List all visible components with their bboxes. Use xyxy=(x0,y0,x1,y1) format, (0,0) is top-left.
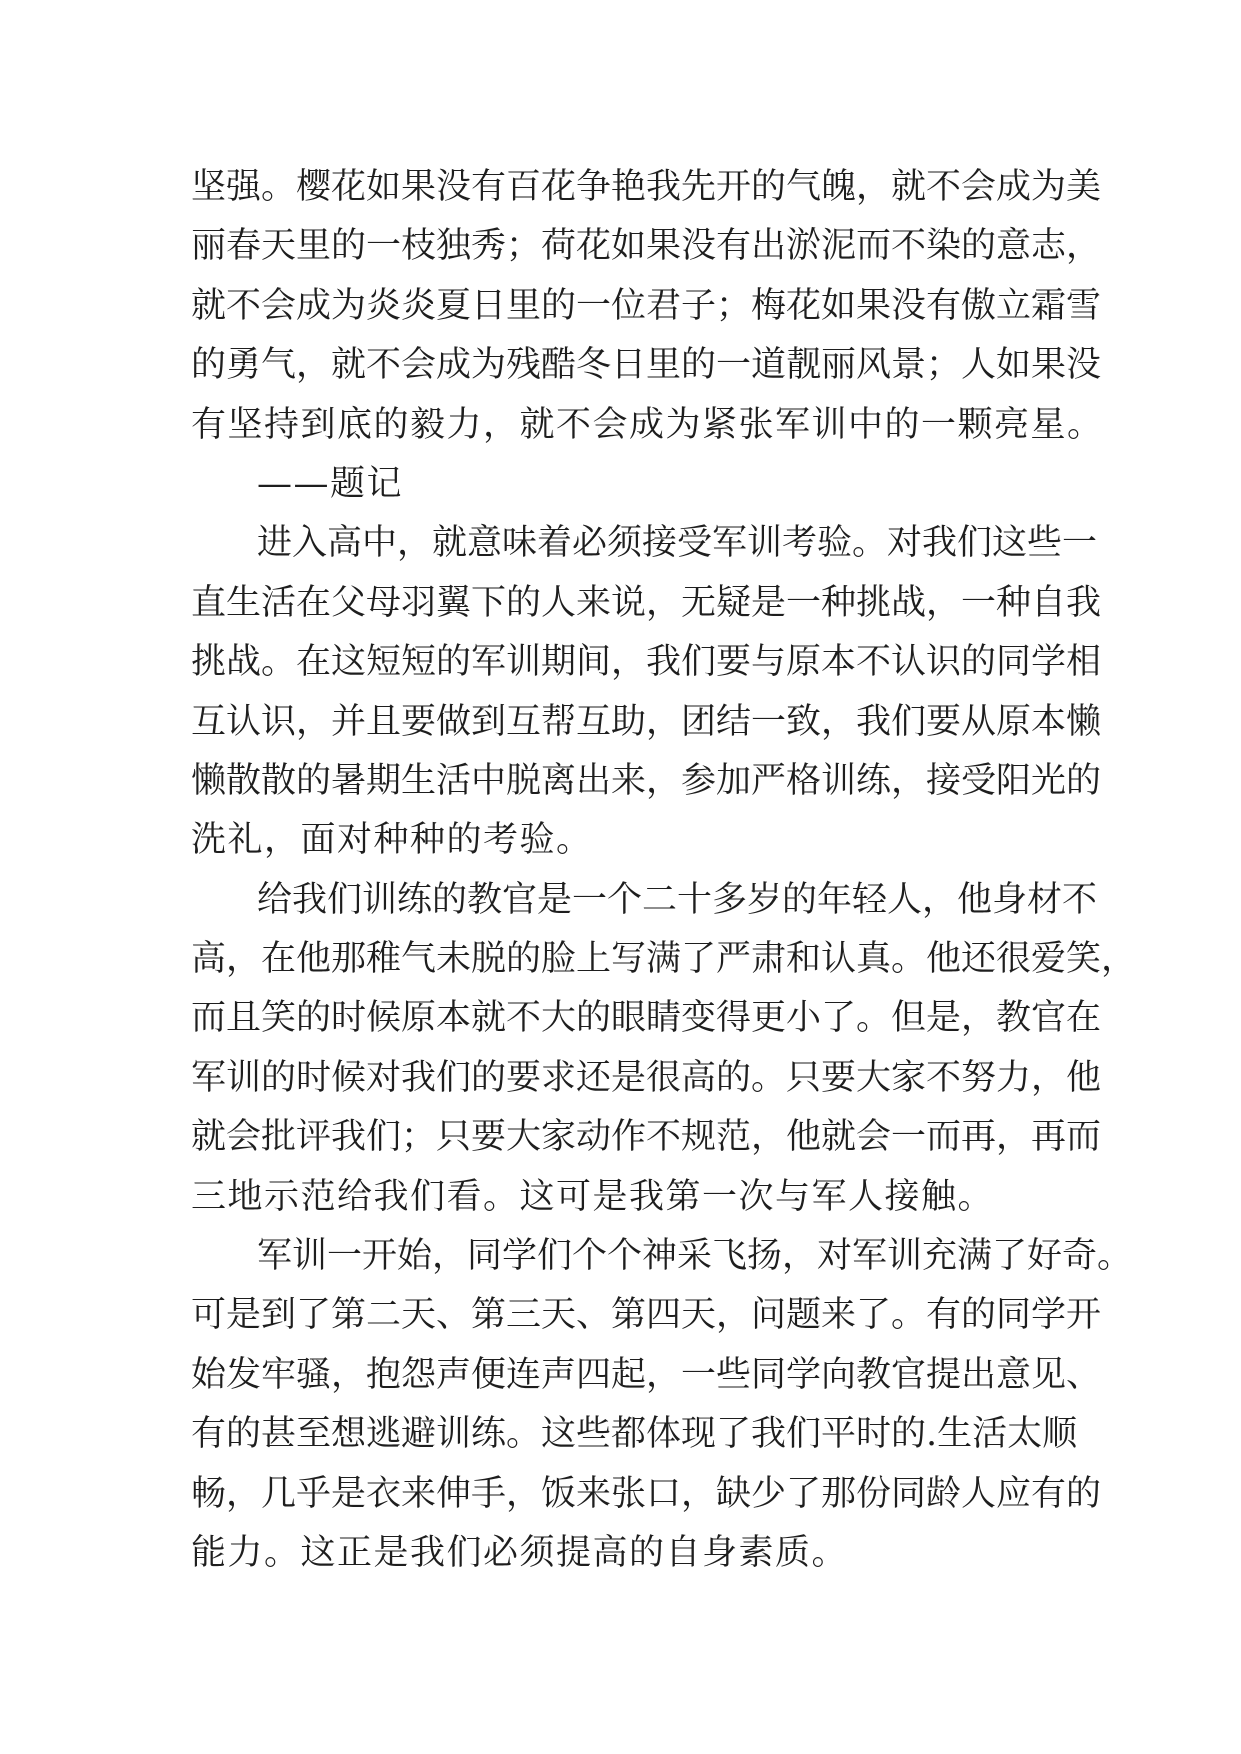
text-line: 给我们训练的教官是一个二十多岁的年轻人，他身材不 xyxy=(257,879,1098,920)
text-line: 就会批评我们；只要大家动作不规范，他就会一而再，再而 xyxy=(191,1117,1102,1158)
tiji-label: ——题记 xyxy=(257,463,404,504)
text-line: 的勇气，就不会成为残酷冬日里的一道靓丽风景；人如果没 xyxy=(191,345,1102,386)
text-line: 就不会成为炎炎夏日里的一位君子；梅花如果没有傲立霜雪 xyxy=(191,285,1102,326)
text-line: 军训一开始，同学们个个神采飞扬，对军训充满了好奇。 xyxy=(257,1236,1133,1277)
body-paragraph-2 xyxy=(191,871,1137,1227)
text-line: 进入高中，就意味着必须接受军训考验。对我们这些一 xyxy=(257,523,1098,564)
text-line: 互认识，并且要做到互帮互助，团结一致，我们要从原本懒 xyxy=(191,701,1102,742)
text-line: 可是到了第二天、第三天、第四天，问题来了。有的同学开 xyxy=(191,1295,1102,1336)
text-line: 洗礼，面对种种的考验。 xyxy=(191,820,593,861)
text-line: 高，在他那稚气未脱的脸上写满了严肃和认真。他还很爱笑， xyxy=(191,939,1137,980)
article-body xyxy=(191,158,1137,1583)
text-line: 直生活在父母羽翼下的人来说，无疑是一种挑战，一种自我 xyxy=(191,582,1102,623)
text-line: 畅，几乎是衣来伸手，饭来张口，缺少了那份同龄人应有的 xyxy=(191,1473,1102,1514)
text-line: 坚强。樱花如果没有百花争艳我先开的气魄，就不会成为美 xyxy=(191,167,1102,207)
text-line: 有的甚至想逃避训练。这些都体现了我们平时的.生活太顺 xyxy=(191,1414,1078,1455)
text-line: 而且笑的时候原本就不大的眼睛变得更小了。但是，教官在 xyxy=(191,998,1102,1039)
tiji-paragraph xyxy=(191,455,1051,514)
text-line: 始发牢骚，抱怨声便连声四起，一些同学向教官提出意见、 xyxy=(191,1354,1102,1395)
epigraph-paragraph xyxy=(191,158,1104,455)
text-line: 懒散散的暑期生活中脱离出来，参加严格训练，接受阳光的 xyxy=(191,760,1102,801)
text-line: 军训的时候对我们的要求还是很高的。只要大家不努力，他 xyxy=(191,1057,1102,1098)
text-line: 丽春天里的一枝独秀；荷花如果没有出淤泥而不染的意志， xyxy=(191,226,1102,267)
text-line: 能力。这正是我们必须提高的自身素质。 xyxy=(191,1532,849,1573)
body-paragraph-1 xyxy=(191,514,1102,870)
text-line: 挑战。在这短短的军训期间，我们要与原本不认识的同学相 xyxy=(191,642,1102,683)
text-line: 有坚持到底的毅力，就不会成为紧张军训中的一颗亮星。 xyxy=(191,404,1104,445)
body-paragraph-3 xyxy=(191,1227,1133,1583)
text-line: 三地示范给我们看。这可是我第一次与军人接触。 xyxy=(191,1176,995,1217)
